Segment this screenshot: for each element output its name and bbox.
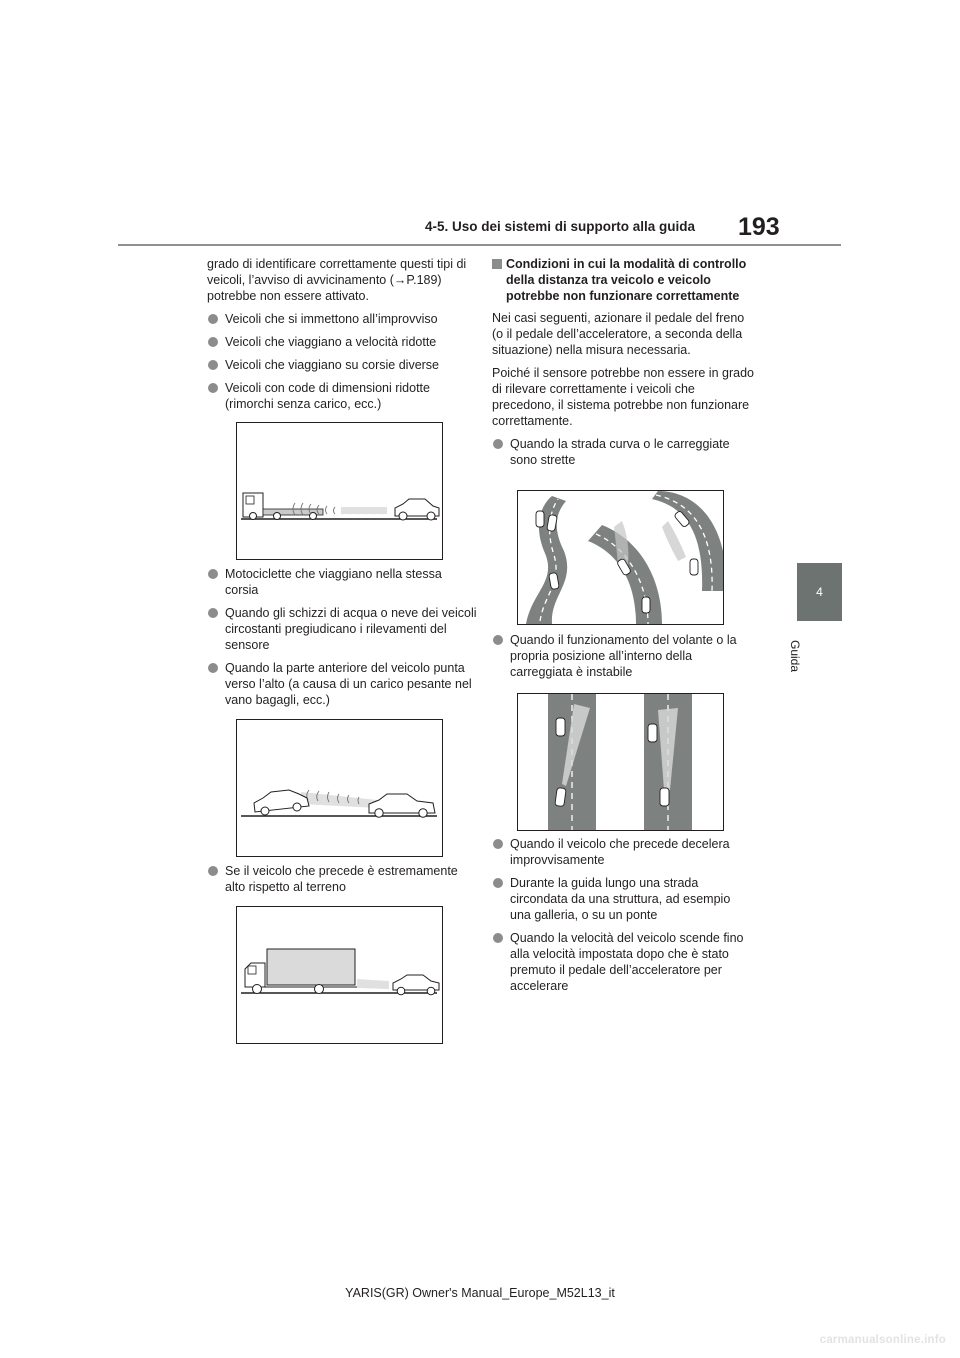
right-column-bottom	[492, 836, 754, 1001]
bullet-icon	[208, 608, 218, 618]
list-item: Veicoli con code di dimensioni ridotte (rimorchi senza carico, ecc.)	[207, 380, 477, 412]
intro-text: grado di identificare correttamente questi tipi di veicoli, l’avviso di avvicinamento (→P.189) potrebbe non essere attivato.	[207, 257, 467, 303]
header-divider	[118, 244, 841, 246]
figure-curved-roads	[517, 490, 724, 625]
low-trailer-illustration	[237, 423, 442, 559]
list-item: Motociclette che viaggiano nella stessa corsia	[207, 566, 477, 598]
list-item: Durante la guida lungo una strada circondata da una struttura, ad esempio una galleria, o su un ponte	[492, 875, 754, 923]
figure-nose-up	[236, 719, 443, 857]
list-item: Veicoli che viaggiano a velocità ridotte	[207, 334, 477, 350]
left-column-bottom	[207, 863, 477, 902]
list-item: Quando la velocità del veicolo scende fino alla velocità impostata dopo che è stato premuto il pedale dell’acceleratore per accelerare	[492, 930, 754, 994]
bullet-icon	[208, 383, 218, 393]
heading-square-icon	[492, 259, 502, 269]
bullet-icon	[208, 569, 218, 579]
list-item: Veicoli che si immettono all’improvviso	[207, 311, 477, 327]
figure-low-trailer	[236, 422, 443, 560]
tall-vehicle-illustration	[237, 907, 442, 1043]
right-column-top	[492, 256, 754, 475]
footer-text: YARIS(GR) Owner's Manual_Europe_M52L13_it	[345, 1286, 615, 1300]
right-column-middle	[492, 632, 754, 687]
list-item: Se il veicolo che precede è estremamente alto rispetto al terreno	[207, 863, 477, 895]
paragraph: Nei casi seguenti, azionare il pedale del freno (o il pedale dell’acceleratore, a seconda della situazione) nella misura necessaria.	[492, 311, 745, 357]
left-column-top	[207, 256, 477, 419]
chapter-label	[788, 640, 844, 680]
curved-roads-illustration	[518, 491, 723, 624]
bullet-icon	[208, 866, 218, 876]
bullet-icon	[493, 878, 503, 888]
figure-unstable-steering	[517, 693, 724, 831]
figure-tall-vehicle	[236, 906, 443, 1044]
section-title: 4-5. Uso dei sistemi di supporto alla guida	[425, 219, 696, 234]
bullet-icon	[493, 839, 503, 849]
nose-up-illustration	[237, 720, 442, 856]
watermark: carmanualsonline.info	[819, 1334, 946, 1346]
bullet-icon	[208, 360, 218, 370]
bullet-icon	[208, 314, 218, 324]
paragraph: Poiché il sensore potrebbe non essere in grado di rilevare correttamente i veicoli che precedono, il sistema potrebbe non funzionare correttamente.	[492, 366, 754, 428]
bullet-icon	[493, 439, 503, 449]
bullet-icon	[493, 635, 503, 645]
list-item: Veicoli che viaggiano su corsie diverse	[207, 357, 477, 373]
list-item: Quando la strada curva o le carreggiate sono strette	[492, 436, 754, 468]
list-item: Quando gli schizzi di acqua o neve dei veicoli circostanti pregiudicano i rilevamenti del sensore	[207, 605, 477, 653]
bullet-icon	[493, 933, 503, 943]
chapter-label-text: Guida	[788, 640, 802, 673]
bullet-icon	[208, 663, 218, 673]
section-heading: Condizioni in cui la modalità di controllo della distanza tra veicolo e veicolo potrebbe non funzionare correttamente	[492, 256, 754, 304]
list-item: Quando il veicolo che precede decelera improvvisamente	[492, 836, 754, 868]
list-item: Quando la parte anteriore del veicolo punta verso l’alto (a causa di un carico pesante nel vano bagagli, ecc.)	[207, 660, 477, 708]
page-number: 193	[738, 213, 780, 241]
left-column-middle	[207, 566, 477, 715]
bullet-icon	[208, 337, 218, 347]
chapter-tab	[797, 563, 842, 621]
unstable-steering-illustration	[518, 694, 723, 830]
chapter-number: 4	[816, 585, 823, 599]
list-item: Quando il funzionamento del volante o la propria posizione all’interno della carreggiata è instabile	[492, 632, 754, 680]
